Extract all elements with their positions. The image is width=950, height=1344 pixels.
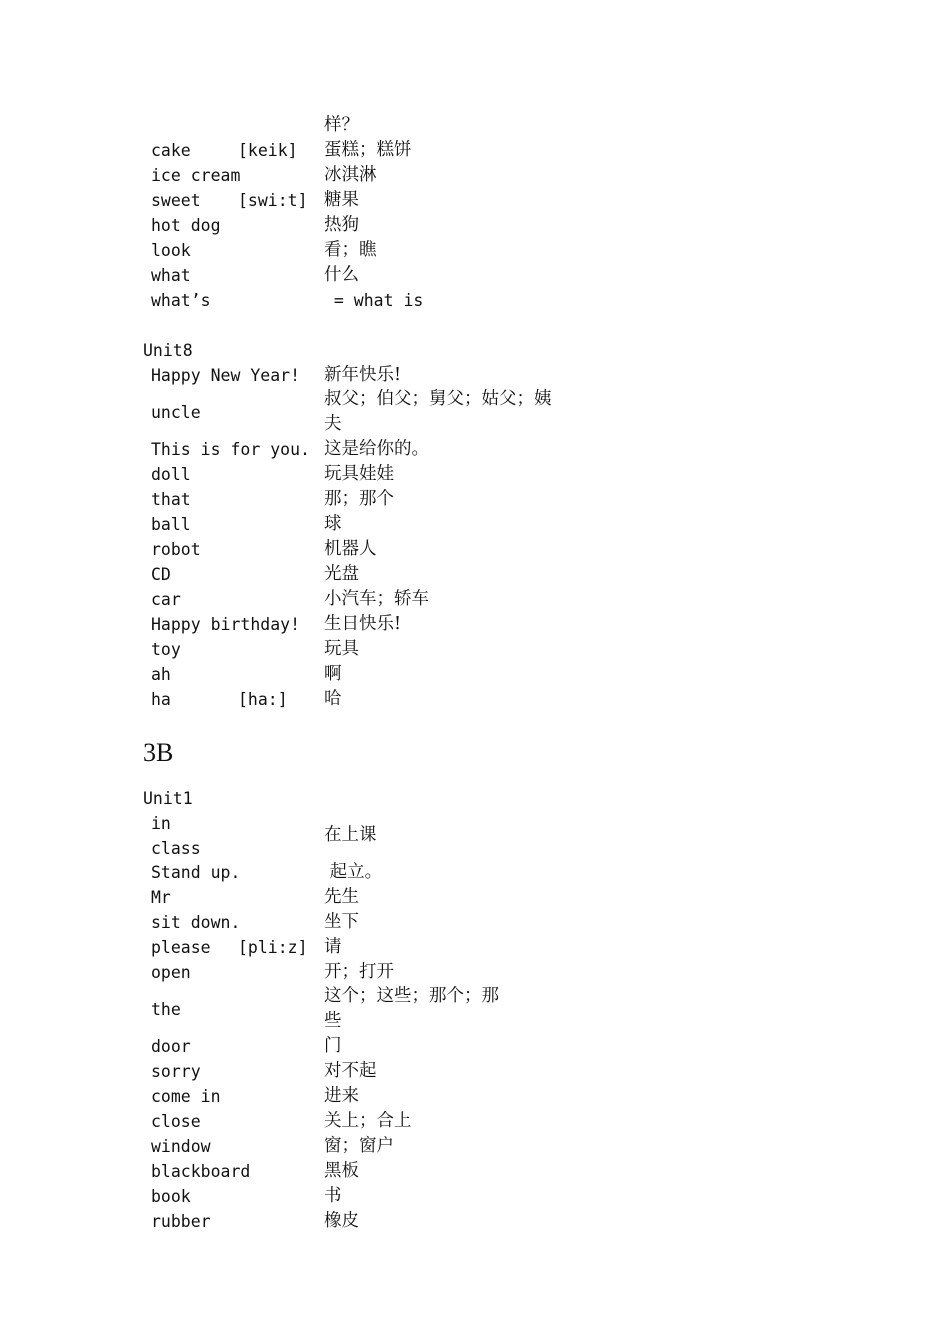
word-text: ice cream	[151, 166, 241, 185]
word-text: Happy birthday!	[151, 615, 301, 634]
meaning-text: 生日快乐!	[324, 614, 402, 634]
word-text: in	[151, 814, 171, 833]
meaning-text: 开；打开	[324, 962, 394, 982]
meaning-text: 球	[324, 514, 342, 534]
word-text: car	[151, 590, 181, 609]
word-text: sit down.	[151, 913, 241, 932]
meaning-text: 啊	[324, 664, 342, 684]
meaning-text: 蛋糕；糕饼	[324, 140, 412, 160]
word-text: This is for you.	[151, 440, 310, 459]
meaning-text: 这个；这些；那个；那	[324, 986, 499, 1006]
unit8-title: Unit8	[143, 341, 193, 360]
word-text: what’s	[151, 291, 211, 310]
phonetic-text: [ha:]	[238, 690, 288, 709]
meaning-text: 玩具娃娃	[324, 464, 394, 484]
meaning-text: 书	[324, 1186, 342, 1206]
meaning-text: 冰淇淋	[324, 165, 377, 185]
meaning-text: 在上课	[324, 825, 377, 845]
word-text: hot dog	[151, 216, 221, 235]
word-text: ha	[151, 690, 171, 709]
word-text: window	[151, 1137, 211, 1156]
word-text: sorry	[151, 1062, 201, 1081]
meaning-text: 什么	[324, 265, 359, 285]
word-text: Mr	[151, 888, 171, 907]
word-text: CD	[151, 565, 171, 584]
meaning-text: 坐下	[324, 912, 359, 932]
word-text: rubber	[151, 1212, 211, 1231]
word-text-continued: class	[151, 839, 201, 858]
word-text: uncle	[151, 403, 201, 422]
meaning-text: 玩具	[324, 639, 359, 659]
meaning-text: 请	[324, 937, 342, 957]
word-text: book	[151, 1187, 191, 1206]
word-text: what	[151, 266, 191, 285]
word-text: Stand up.	[151, 863, 241, 882]
meaning-text: 关上；合上	[324, 1111, 412, 1131]
meaning-text: 小汽车；轿车	[324, 589, 429, 609]
word-text: that	[151, 490, 191, 509]
word-text: Happy New Year!	[151, 366, 301, 385]
word-text: look	[151, 241, 191, 260]
word-text: please	[151, 938, 211, 957]
meaning-text: 进来	[324, 1086, 359, 1106]
word-text: door	[151, 1037, 191, 1056]
meaning-text: 叔父；伯父；舅父；姑父；姨	[324, 389, 552, 409]
meaning-text: 看；瞧	[324, 240, 377, 260]
word-text: open	[151, 963, 191, 982]
meaning-text: 光盘	[324, 564, 359, 584]
phonetic-text: [swi:t]	[238, 191, 308, 210]
word-text: cake	[151, 141, 191, 160]
word-text: the	[151, 1000, 181, 1019]
meaning-text: 糖果	[324, 190, 359, 210]
phonetic-text: [keik]	[238, 141, 298, 160]
meaning-text: = what is	[324, 291, 424, 310]
word-text: sweet	[151, 191, 201, 210]
meaning-text: 新年快乐!	[324, 365, 402, 385]
word-text: ball	[151, 515, 191, 534]
word-text: come in	[151, 1087, 221, 1106]
grade-heading: 3B	[143, 738, 174, 767]
word-text: close	[151, 1112, 201, 1131]
meaning-text: 对不起	[324, 1061, 377, 1081]
meaning-text: 样？	[324, 115, 359, 135]
meaning-text: 黑板	[324, 1161, 359, 1181]
meaning-text-continued: 些	[324, 1011, 342, 1031]
meaning-text: 热狗	[324, 215, 359, 235]
meaning-text-continued: 夫	[324, 414, 342, 434]
word-text: doll	[151, 465, 191, 484]
meaning-text: 那；那个	[324, 489, 394, 509]
phonetic-text: [pli:z]	[238, 938, 308, 957]
word-text: toy	[151, 640, 181, 659]
word-text: ah	[151, 665, 171, 684]
meaning-text: 窗；窗户	[324, 1136, 394, 1156]
meaning-text: 机器人	[324, 539, 377, 559]
meaning-text: 门	[324, 1036, 342, 1056]
word-text: robot	[151, 540, 201, 559]
meaning-text: 哈	[324, 689, 342, 709]
word-text: blackboard	[151, 1162, 251, 1181]
meaning-text: 这是给你的。	[324, 439, 429, 459]
meaning-text: 起立。	[324, 862, 383, 882]
unit1-title: Unit1	[143, 789, 193, 808]
meaning-text: 先生	[324, 887, 359, 907]
meaning-text: 橡皮	[324, 1211, 359, 1231]
